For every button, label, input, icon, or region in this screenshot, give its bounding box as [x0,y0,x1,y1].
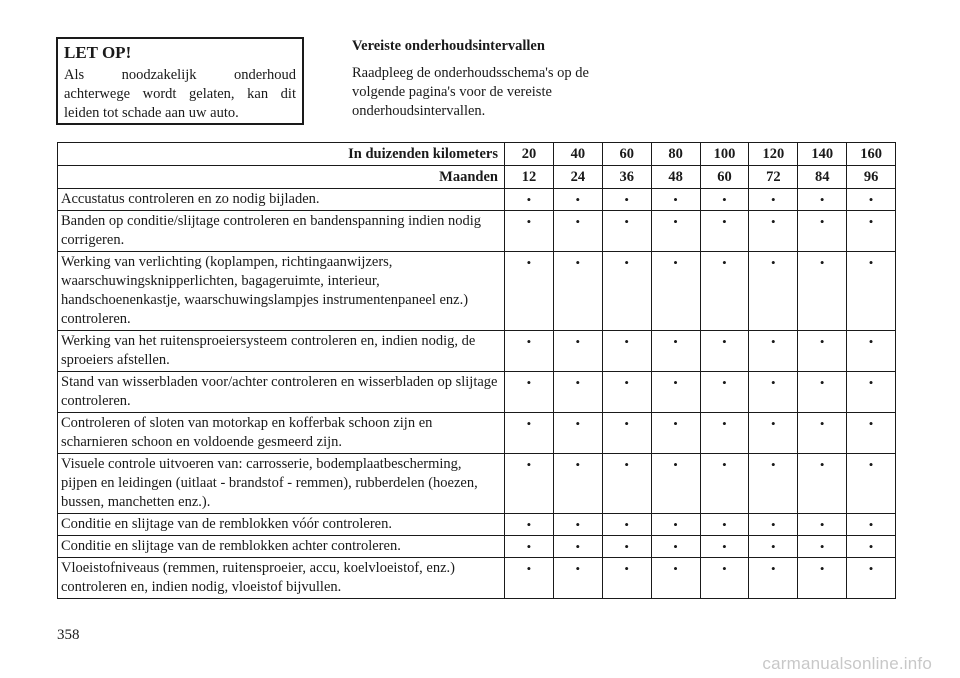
interval-dot: • [505,372,554,413]
interval-dot: • [700,189,749,211]
header-km-cell: 60 [602,143,651,166]
page-number: 358 [57,627,80,643]
header-km-cell: 120 [749,143,798,166]
header-month-cell: 84 [798,166,847,189]
header-month-cell: 36 [602,166,651,189]
header-row-km [58,143,896,166]
interval-dot: • [700,454,749,514]
watermark: carmanualsonline.info [762,654,932,673]
interval-dot: • [505,413,554,454]
interval-dot: • [505,454,554,514]
table-row [58,514,896,536]
interval-dot: • [651,211,700,252]
interval-dot: • [651,252,700,331]
table-row [58,372,896,413]
interval-dot: • [602,536,651,558]
table-row [58,252,896,331]
interval-dot: • [749,372,798,413]
interval-dot: • [651,372,700,413]
interval-dot: • [651,536,700,558]
interval-dot: • [505,558,554,599]
interval-dot: • [651,454,700,514]
interval-dot: • [602,331,651,372]
interval-dot: • [798,189,847,211]
intervals-text: Raadpleeg de onderhoudsschema's op de volgende pagina's voor de vereiste onderhoudsintervallen. [352,65,589,119]
table-row [58,413,896,454]
interval-dot: • [749,331,798,372]
header-month-cell: 24 [553,166,602,189]
interval-dot: • [847,331,896,372]
interval-dot: • [505,189,554,211]
interval-dot: • [798,536,847,558]
intervals-title: Vereiste onderhoudsintervallen [352,38,545,54]
interval-dot: • [651,558,700,599]
interval-dot: • [700,514,749,536]
interval-dot: • [651,514,700,536]
interval-dot: • [505,211,554,252]
interval-dot: • [749,454,798,514]
task-description: Banden op conditie/slijtage controleren en bandenspanning indien nodig corrigeren. [58,211,505,252]
interval-dot: • [847,189,896,211]
interval-dot: • [798,211,847,252]
interval-dot: • [798,252,847,331]
header-km-cell: 140 [798,143,847,166]
interval-dot: • [553,454,602,514]
interval-dot: • [749,536,798,558]
interval-dot: • [602,252,651,331]
task-description: Conditie en slijtage van de remblokken achter controleren. [58,536,505,558]
interval-dot: • [700,413,749,454]
header-month-cell: 12 [505,166,554,189]
task-description: Werking van verlichting (koplampen, richtingaanwijzers, waarschuwingsknipperlichten, bagageruimte, interieur, handschoenenkastje, waarschuwingslampjes instrumentenpaneel enz.) controleren. [58,252,505,331]
interval-dot: • [553,252,602,331]
header-km-cell: 160 [847,143,896,166]
header-month-cell: 48 [651,166,700,189]
interval-dot: • [602,558,651,599]
interval-dot: • [847,413,896,454]
interval-dot: • [651,331,700,372]
interval-dot: • [847,252,896,331]
interval-dot: • [798,413,847,454]
interval-dot: • [651,189,700,211]
interval-dot: • [602,372,651,413]
interval-dot: • [553,413,602,454]
interval-dot: • [602,189,651,211]
header-month-cell: 72 [749,166,798,189]
interval-dot: • [553,558,602,599]
interval-dot: • [749,558,798,599]
table-row [58,536,896,558]
interval-dot: • [700,536,749,558]
task-description: Conditie en slijtage van de remblokken vóór controleren. [58,514,505,536]
warning-title: LET OP! [64,43,132,62]
interval-dot: • [700,211,749,252]
header-km-label: In duizenden kilometers [58,143,505,166]
interval-dot: • [847,536,896,558]
interval-dot: • [553,331,602,372]
header-month-cell: 96 [847,166,896,189]
interval-dot: • [749,252,798,331]
interval-dot: • [553,514,602,536]
table-row [58,558,896,599]
table-row [58,211,896,252]
interval-dot: • [798,558,847,599]
intervals-section [352,37,622,121]
interval-dot: • [553,211,602,252]
interval-dot: • [553,189,602,211]
header-month-cell: 60 [700,166,749,189]
interval-dot: • [602,413,651,454]
maintenance-schedule-table [57,142,896,599]
interval-dot: • [505,252,554,331]
task-description: Visuele controle uitvoeren van: carrosserie, bodemplaatbescherming, pijpen en leidingen (uitlaat - brandstof - remmen), rubberdelen (hoezen, bussen, manchetten enz.). [58,454,505,514]
task-description: Controleren of sloten van motorkap en kofferbak schoon zijn en scharnieren schoon en voldoende gesmeerd zijn. [58,413,505,454]
table-row [58,454,896,514]
interval-dot: • [749,413,798,454]
task-description: Stand van wisserbladen voor/achter controleren en wisserbladen op slijtage controleren. [58,372,505,413]
table-row [58,331,896,372]
task-description: Vloeistofniveaus (remmen, ruitensproeier, accu, koelvloeistof, enz.) controleren en, indien nodig, vloeistof bijvullen. [58,558,505,599]
header-months-label: Maanden [58,166,505,189]
interval-dot: • [505,536,554,558]
task-description: Werking van het ruitensproeiersysteem controleren en, indien nodig, de sproeiers afstellen. [58,331,505,372]
header-km-cell: 80 [651,143,700,166]
interval-dot: • [602,211,651,252]
interval-dot: • [798,454,847,514]
interval-dot: • [847,211,896,252]
interval-dot: • [847,454,896,514]
header-row-months [58,166,896,189]
interval-dot: • [798,372,847,413]
interval-dot: • [700,331,749,372]
header-km-cell: 40 [553,143,602,166]
interval-dot: • [749,514,798,536]
interval-dot: • [505,331,554,372]
interval-dot: • [553,372,602,413]
table-row [58,189,896,211]
interval-dot: • [602,454,651,514]
interval-dot: • [700,252,749,331]
interval-dot: • [798,331,847,372]
interval-dot: • [505,514,554,536]
interval-dot: • [798,514,847,536]
interval-dot: • [553,536,602,558]
interval-dot: • [749,211,798,252]
header-km-cell: 100 [700,143,749,166]
interval-dot: • [847,514,896,536]
interval-dot: • [651,413,700,454]
interval-dot: • [700,558,749,599]
interval-dot: • [700,372,749,413]
warning-box [56,37,304,125]
interval-dot: • [847,558,896,599]
warning-text: Als noodzakelijk onderhoud achterwege wordt gelaten, kan dit leiden tot schade aan uw auto. [64,67,296,121]
header-km-cell: 20 [505,143,554,166]
interval-dot: • [749,189,798,211]
interval-dot: • [602,514,651,536]
task-description: Accustatus controleren en zo nodig bijladen. [58,189,505,211]
interval-dot: • [847,372,896,413]
